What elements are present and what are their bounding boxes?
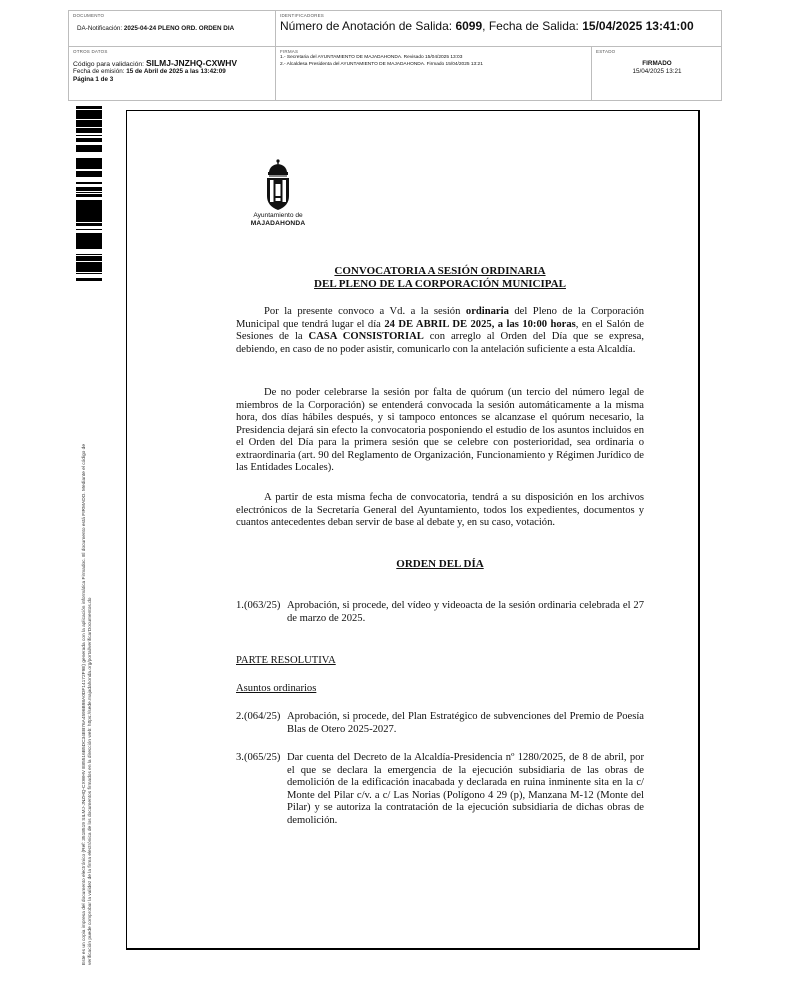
agenda-item-number: 3.(065/25)	[236, 752, 281, 763]
estado-status: FIRMADO	[642, 60, 672, 67]
logo-text-ayuntamiento: Ayuntamiento de	[253, 212, 303, 219]
identificadores-label: IDENTIFICADORES	[280, 13, 325, 18]
identificadores-value	[280, 19, 718, 33]
firmas-cell	[276, 47, 592, 101]
estado-date: 15/04/2025 13:21	[632, 68, 682, 75]
verification-side-text	[82, 285, 94, 965]
agenda-item-text: Aprobación, si procede, del vídeo y videoacta de la sesión ordinaria celebrada el 27 de marzo de 2025.	[287, 600, 644, 624]
orden-del-dia-title: ORDEN DEL DÍA	[396, 558, 484, 570]
agenda-item	[236, 752, 644, 827]
agenda-item-number: 2.(064/25)	[236, 711, 281, 722]
convocatoria-title-line-2: DEL PLENO DE LA CORPORACIÓN MUNICIPAL	[314, 278, 566, 290]
emision-line	[73, 68, 271, 76]
documento-prefix: DA-Notificación:	[77, 25, 124, 32]
section-asuntos-ordinarios: Asuntos ordinarios	[236, 683, 317, 694]
agenda-item-number: 1.(063/25)	[236, 600, 281, 611]
otros-datos-cell	[69, 47, 276, 101]
document-header	[68, 10, 722, 101]
paragraph-convocatoria	[236, 306, 644, 356]
section-parte-resolutiva: PARTE RESOLUTIVA	[236, 655, 336, 666]
firma-1: 1.- Secretaria del AYUNTAMIENTO DE MAJADAHONDA. Revisado 15/04/2025 13:03	[280, 55, 463, 60]
documento-name: 2025-04-24 PLENO ORD. ORDEN DIA	[123, 25, 235, 32]
p1-fecha: 24 DE ABRIL DE 2025, a las 10:00 horas	[384, 318, 576, 330]
agenda-item	[236, 600, 644, 625]
convocatoria-title-line-1: CONVOCATORIA A SESIÓN ORDINARIA	[334, 265, 546, 277]
anotacion-number: 6099	[455, 19, 483, 33]
p1-e: , en el Salón de Sesiones de la	[236, 318, 644, 342]
firmas-label: FIRMAS	[280, 49, 299, 54]
estado-label: ESTADO	[596, 49, 616, 54]
logo-text-majadahonda: MAJADAHONDA	[250, 219, 306, 227]
estado-cell	[592, 47, 722, 101]
agenda-item	[236, 711, 644, 736]
agenda-item-text: Dar cuenta del Decreto de la Alcaldía-Presidencia nº 1280/2025, de 8 de abril, por el que se declara la emergencia de la ejecución subsidiaria de las obras de demolición de la edificación inacabada y declarada en ruina inminente sita en la c/ Monte del Pilar c/v. a c/ Las Norias (Polígono 4 29 (p), Manzana M-12 (Monte del Pilar) y se autoriza la contratación de la ejecución subsidiaria de dichas obras de demolición.	[287, 752, 644, 826]
emision-date: 15 de Abril de 2025 a las 13:42:09	[126, 68, 226, 75]
agenda-item-text: Aprobación, si procede, del Plan Estratégico de subvenciones del Premio de Poesía Blas de Otero 2025-2027.	[287, 711, 644, 735]
barcode-icon	[76, 106, 102, 281]
fecha-salida-label: , Fecha de Salida:	[482, 19, 583, 33]
side-text-line-1: Este es un copia impresa del documento electrónico (Ref: 3518519 SILMJ-JNZHQ-CXWHV E85516B5DC34EB76A4596B98A0DF14172F9E) generada con la aplicación informática Firmadoc. El documento está FIRMADO. Mediante el código de	[82, 444, 87, 965]
estado-value	[596, 60, 718, 76]
identificadores-cell	[276, 11, 722, 47]
p1-casa-consistorial: CASA CONSISTORIAL	[308, 331, 424, 342]
p3-text: A partir de esta misma fecha de convocatoria, tendrá a su disposición en los archivos electrónicos de la Secretaría General del Ayuntamiento, todos los expedientes, documentos y cuantos antecedentes deban servir de base al debate y, en su caso, votación.	[236, 492, 644, 528]
majadahonda-crest-icon	[258, 158, 298, 214]
anotacion-label: Número de Anotación de Salida:	[280, 19, 456, 33]
validation-code-line	[73, 58, 271, 68]
documento-cell	[69, 11, 276, 47]
side-text-line-2: verificación puede comprobar la validez de la firma electrónica de los documentos firmados en la dirección web: https://sede.majadahonda.org/portal/verificarDocumentos.do	[88, 597, 94, 965]
paragraph-archivos	[236, 492, 644, 530]
otros-datos-label: OTROS DATOS	[73, 49, 108, 54]
validation-code: SILMJ-JNZHQ-CXWHV	[145, 58, 238, 68]
p2-text: De no poder celebrarse la sesión por falta de quórum (un tercio del número legal de miembros de la Corporación) se entenderá convocada la sesión automáticamente a la misma hora, dos días hábiles después, y si tampoco entonces se alcanzase el quórum necesario, la Presidencia dejará sin efecto la convocatoria posponiendo el estudio de los asuntos incluidos en el Orden del Día para la primera sesión que se celebre con posterioridad, sea ordinaria o extraordinaria (art. 90 del Reglamento de Organización, Funcionamiento y Régimen Jurídico de las Entidades Locales).	[236, 387, 644, 473]
paragraph-quorum	[236, 387, 644, 475]
p1-a: Por la presente convoco a Vd. a la sesión	[264, 306, 466, 317]
p1-g: con arreglo al Orden del Día que se expresa, debiendo, en caso de no poder asistir, comunicarlo con la antelación suficiente a esta Alcaldía.	[236, 331, 644, 355]
documento-label: DOCUMENTO	[73, 13, 105, 18]
page-indicator: Página 1 de 3	[73, 76, 114, 83]
fecha-salida-value: 15/04/2025 13:41:00	[582, 19, 694, 33]
documento-value	[73, 25, 271, 33]
p1-ordinaria: ordinaria	[465, 306, 509, 317]
emision-label: Fecha de emisión:	[73, 68, 127, 75]
validation-code-label: Código para validación:	[73, 61, 146, 68]
p1-c: del Pleno de la Corporación Municipal que tendrá lugar el día	[236, 306, 644, 330]
firma-2: 2.- Alcaldesa Presidenta del AYUNTAMIENTO DE MAJADAHONDA. Firmado 15/04/2025 13:21	[280, 61, 483, 67]
